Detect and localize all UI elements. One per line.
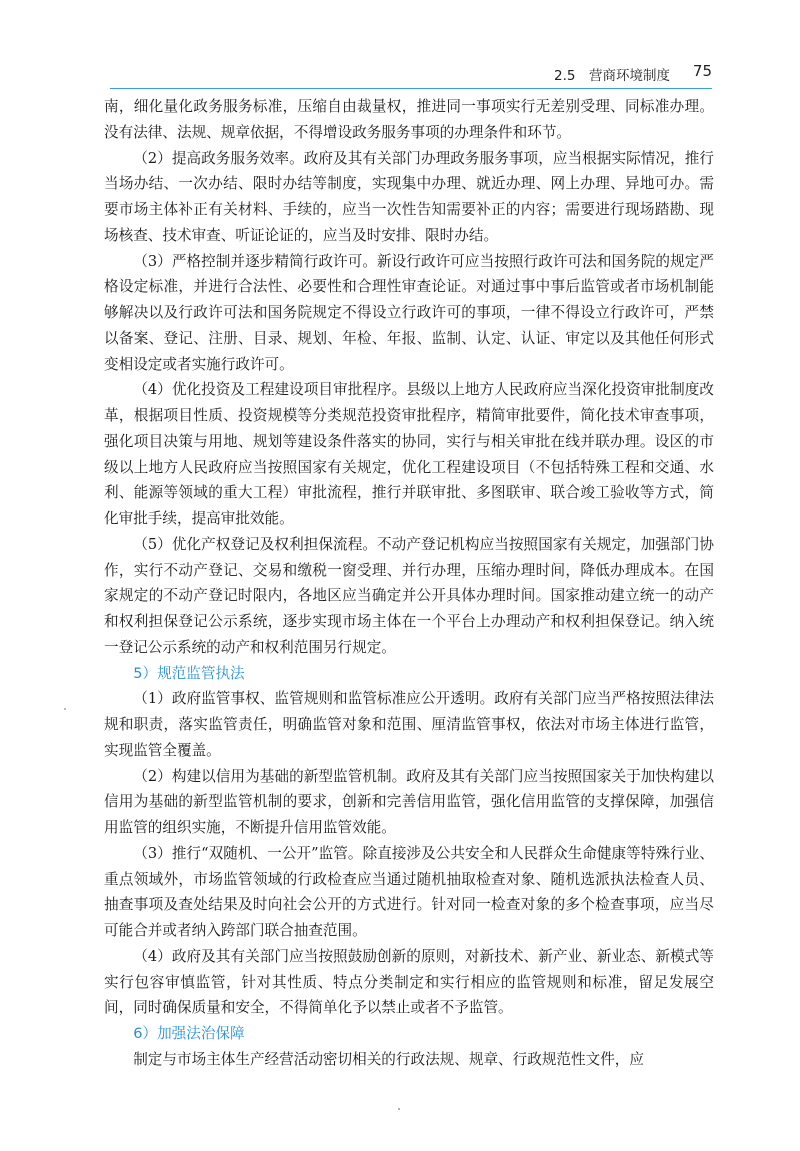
paragraph: （3）严格控制并逐步精简行政许可。新设行政许可应当按照行政许可法和国务院的规定严格设定标准，并进行合法性、必要性和合理性审查论证。对通过事中事后监管或者市场机制能够解决以及行政许可法和国务院规定不得设立行政许可的事项，一律不得设立行政许可，严禁以备案、登记、注册、目录、规划、年检、年报、监制、认定、认证、审定以及其他任何形式变相设定或者实施行政许可。 <box>104 252 714 373</box>
paragraph: （4）优化投资及工程建设项目审批程序。县级以上地方人民政府应当深化投资审批制度改革，根据项目性质、投资规模等分类规范投资审批程序，精简审批要件，简化技术审查事项，强化项目决策与用地、规划等建设条件落实的协同，实行与相关审批在线并联办理。设区的市级以上地方人民政府应当按照国家有关规定，优化工程建设项目（不包括特殊工程和交通、水利、能源等领域的重大工程）审批流程，推行并联审批、多图联审、联合竣工验收等方式，简化审批手续，提高审批效能。 <box>104 381 714 527</box>
running-header <box>0 62 712 92</box>
page-number: 75 <box>692 62 712 80</box>
footer-mark <box>398 1108 400 1110</box>
body-text <box>104 94 714 1073</box>
header-section-title: 2.5 营商环境制度 <box>554 68 670 84</box>
section-heading: 6）加强法治保障 <box>133 1025 245 1042</box>
margin-mark <box>64 708 66 710</box>
paragraph: （5）优化产权登记及权利担保流程。不动产登记机构应当按照国家有关规定，加强部门协作，实行不动产登记、交易和缴税一窗受理、并行办理，压缩办理时间，降低办理成本。在国家规定的不动产登记时限内，各地区应当确定并公开具体办理时间。国家推动建立统一的动产和权利担保登记公示系统，逐步实现市场主体在一个平台上办理动产和权利担保登记。纳入统一登记公示系统的动产和权利范围另行规定。 <box>104 535 714 656</box>
paragraph: （1）政府监管事权、监管规则和监管标准应公开透明。政府有关部门应当严格按照法律法规和职责，落实监管责任，明确监管对象和范围、厘清监管事权，依法对市场主体进行监管，实现监管全覆盖。 <box>104 690 714 759</box>
paragraph: （2）提高政务服务效率。政府及其有关部门办理政务服务事项，应当根据实际情况，推行当场办结、一次办结、限时办结等制度，实现集中办理、就近办理、网上办理、异地可办。需要市场主体补正有关材料、手续的，应当一次性告知需要补正的内容；需要进行现场踏勘、现场核查、技术审查、听证论证的，应当及时安排、限时办结。 <box>104 149 714 244</box>
section-heading: 5）规范监管执法 <box>133 664 245 682</box>
paragraph: 制定与市场主体生产经营活动密切相关的行政法规、规章、行政规范性文件，应 <box>133 1050 644 1068</box>
paragraph: 南，细化量化政务服务标准，压缩自由裁量权，推进同一事项实行无差别受理、同标准办理。没有法律、法规、规章依据，不得增设政务服务事项的办理条件和环节。 <box>104 98 714 141</box>
paragraph: （3）推行“双随机、一公开”监管。除直接涉及公共安全和人民群众生命健康等特殊行业、重点领域外，市场监管领域的行政检查应当通过随机抽取检查对象、随机选派执法检查人员、抽查事项及查处结果及时向社会公开的方式进行。针对同一检查对象的多个检查事项，应当尽可能合并或者纳入跨部门联合抽查范围。 <box>104 844 714 939</box>
header-rule <box>110 88 712 89</box>
paragraph: （4）政府及其有关部门应当按照鼓励创新的原则，对新技术、新产业、新业态、新模式等实行包容审慎监管，针对其性质、特点分类制定和实行相应的监管规则和标准，留足发展空间，同时确保质量和安全，不得简单化予以禁止或者不予监管。 <box>104 947 714 1017</box>
paragraph: （2）构建以信用为基础的新型监管机制。政府及其有关部门应当按照国家关于加快构建以信用为基础的新型监管机制的要求，创新和完善信用监管，强化信用监管的支撑保障，加强信用监管的组织实施，不断提升信用监管效能。 <box>104 767 714 836</box>
